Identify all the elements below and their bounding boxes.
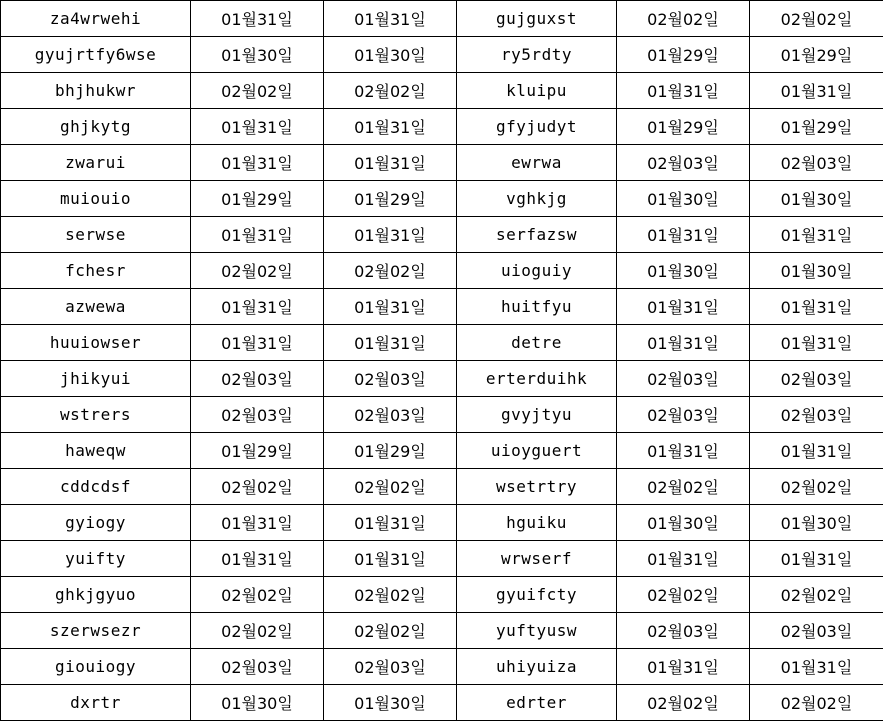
table-cell-date: 01월31일 (750, 217, 883, 253)
table-row (1, 1, 883, 37)
table-cell-name: wsetrtry (457, 469, 617, 505)
table-cell-date: 02월03일 (750, 361, 883, 397)
table-cell-date: 02월02일 (324, 469, 457, 505)
table-cell-name: azwewa (1, 289, 191, 325)
table-cell-name: cddcdsf (1, 469, 191, 505)
table-cell-date: 02월02일 (617, 1, 750, 37)
table-cell-date: 01월31일 (324, 505, 457, 541)
table-cell-date: 02월03일 (750, 145, 883, 181)
table-row (1, 613, 883, 649)
table-cell-date: 01월31일 (324, 217, 457, 253)
table-cell-date: 01월31일 (750, 289, 883, 325)
table-row (1, 433, 883, 469)
table-cell-date: 01월31일 (750, 73, 883, 109)
table-cell-date: 02월02일 (324, 577, 457, 613)
table-cell-date: 01월30일 (191, 37, 324, 73)
table-cell-name: hguiku (457, 505, 617, 541)
table-row (1, 145, 883, 181)
table-cell-name: giouiogy (1, 649, 191, 685)
table-cell-date: 01월30일 (750, 181, 883, 217)
table-cell-date: 01월31일 (324, 289, 457, 325)
table-cell-date: 01월29일 (750, 109, 883, 145)
table-cell-date: 01월29일 (324, 181, 457, 217)
table-cell-date: 01월30일 (617, 181, 750, 217)
table-cell-date: 01월30일 (324, 37, 457, 73)
table-cell-date: 01월29일 (324, 433, 457, 469)
table-cell-date: 01월29일 (617, 109, 750, 145)
table-cell-date: 01월31일 (617, 433, 750, 469)
table-cell-date: 01월31일 (750, 433, 883, 469)
table-cell-name: serfazsw (457, 217, 617, 253)
table-cell-name: ry5rdty (457, 37, 617, 73)
table-cell-date: 01월29일 (617, 37, 750, 73)
table-cell-date: 02월03일 (324, 361, 457, 397)
table-cell-date: 01월30일 (191, 685, 324, 721)
table-cell-date: 02월02일 (617, 469, 750, 505)
table-cell-name: zwarui (1, 145, 191, 181)
table-cell-date: 02월02일 (191, 73, 324, 109)
table-row (1, 505, 883, 541)
table-cell-name: gfyjudyt (457, 109, 617, 145)
table-cell-name: erterduihk (457, 361, 617, 397)
table-cell-date: 01월31일 (324, 541, 457, 577)
table-cell-date: 02월03일 (617, 145, 750, 181)
table-cell-date: 02월02일 (324, 613, 457, 649)
table-row (1, 469, 883, 505)
table-row (1, 37, 883, 73)
table-cell-name: gujguxst (457, 1, 617, 37)
table-cell-name: gyiogy (1, 505, 191, 541)
table-body (1, 1, 883, 721)
table-row (1, 541, 883, 577)
table-cell-date: 01월30일 (617, 253, 750, 289)
table-cell-name: za4wrwehi (1, 1, 191, 37)
table-cell-date: 02월03일 (324, 649, 457, 685)
table-cell-date: 01월31일 (617, 649, 750, 685)
table-cell-date: 02월03일 (191, 649, 324, 685)
table-cell-name: ewrwa (457, 145, 617, 181)
table-cell-name: szerwsezr (1, 613, 191, 649)
table-cell-name: wrwserf (457, 541, 617, 577)
table-row (1, 181, 883, 217)
table-cell-date: 01월29일 (750, 37, 883, 73)
table-cell-date: 02월02일 (191, 253, 324, 289)
table-cell-name: edrter (457, 685, 617, 721)
table-cell-name: wstrers (1, 397, 191, 433)
table-cell-date: 01월31일 (191, 109, 324, 145)
table-cell-date: 02월03일 (617, 361, 750, 397)
table-cell-date: 01월31일 (191, 217, 324, 253)
table-cell-date: 02월02일 (191, 577, 324, 613)
table-cell-name: huitfyu (457, 289, 617, 325)
table-row (1, 289, 883, 325)
table-cell-name: vghkjg (457, 181, 617, 217)
table-cell-date: 01월31일 (191, 505, 324, 541)
table-cell-date: 01월31일 (191, 325, 324, 361)
table-cell-date: 02월02일 (750, 685, 883, 721)
table-cell-name: gvyjtyu (457, 397, 617, 433)
table-cell-name: detre (457, 325, 617, 361)
table-cell-name: gyujrtfy6wse (1, 37, 191, 73)
table-cell-date: 01월31일 (617, 325, 750, 361)
table-cell-date: 01월31일 (617, 541, 750, 577)
table-cell-date: 02월03일 (617, 613, 750, 649)
table-cell-date: 01월31일 (191, 289, 324, 325)
table-cell-date: 01월31일 (750, 325, 883, 361)
table-cell-name: bhjhukwr (1, 73, 191, 109)
table-row (1, 361, 883, 397)
table-cell-name: yuifty (1, 541, 191, 577)
table-cell-date: 02월03일 (750, 613, 883, 649)
table-cell-date: 01월30일 (324, 685, 457, 721)
table-row (1, 217, 883, 253)
table-cell-date: 01월31일 (750, 649, 883, 685)
table-cell-name: gyuifcty (457, 577, 617, 613)
table-cell-date: 01월31일 (191, 1, 324, 37)
table-cell-date: 02월02일 (191, 469, 324, 505)
table-cell-date: 01월31일 (191, 145, 324, 181)
table-row (1, 325, 883, 361)
table-cell-date: 02월02일 (324, 253, 457, 289)
table-cell-date: 01월31일 (617, 217, 750, 253)
table-cell-date: 02월03일 (191, 397, 324, 433)
table-cell-name: uioyguert (457, 433, 617, 469)
table-cell-name: ghkjgyuo (1, 577, 191, 613)
table-cell-name: huuiowser (1, 325, 191, 361)
table-cell-date: 02월03일 (191, 361, 324, 397)
table-cell-date: 01월30일 (617, 505, 750, 541)
table-cell-date: 02월02일 (750, 577, 883, 613)
table-cell-name: dxrtr (1, 685, 191, 721)
table-cell-name: serwse (1, 217, 191, 253)
table-cell-date: 02월02일 (750, 469, 883, 505)
table-cell-name: fchesr (1, 253, 191, 289)
table-cell-name: kluipu (457, 73, 617, 109)
table-row (1, 397, 883, 433)
table-cell-date: 02월02일 (191, 613, 324, 649)
table-cell-date: 02월03일 (617, 397, 750, 433)
table-cell-date: 02월02일 (750, 1, 883, 37)
table-cell-name: yuftyusw (457, 613, 617, 649)
table-cell-date: 01월31일 (324, 325, 457, 361)
table-cell-date: 01월31일 (617, 73, 750, 109)
table-cell-date: 01월31일 (750, 541, 883, 577)
table-cell-date: 01월31일 (324, 145, 457, 181)
table-cell-name: jhikyui (1, 361, 191, 397)
table-cell-date: 01월31일 (191, 541, 324, 577)
table-cell-date: 01월31일 (324, 1, 457, 37)
table-cell-date: 02월02일 (617, 577, 750, 613)
table-cell-name: haweqw (1, 433, 191, 469)
table-row (1, 649, 883, 685)
table-cell-date: 02월02일 (617, 685, 750, 721)
table-cell-name: uioguiy (457, 253, 617, 289)
table-cell-date: 02월02일 (324, 73, 457, 109)
table-row (1, 685, 883, 721)
table-row (1, 109, 883, 145)
table-cell-date: 01월29일 (191, 181, 324, 217)
table-cell-date: 01월29일 (191, 433, 324, 469)
table-cell-date: 01월30일 (750, 505, 883, 541)
table-cell-name: uhiyuiza (457, 649, 617, 685)
table-cell-name: muiouio (1, 181, 191, 217)
table-cell-date: 02월03일 (750, 397, 883, 433)
table-cell-date: 01월31일 (324, 109, 457, 145)
table-cell-name: ghjkytg (1, 109, 191, 145)
table-row (1, 73, 883, 109)
table-cell-date: 01월31일 (617, 289, 750, 325)
table-cell-date: 02월03일 (324, 397, 457, 433)
table-row (1, 577, 883, 613)
table-cell-date: 01월30일 (750, 253, 883, 289)
table-row (1, 253, 883, 289)
